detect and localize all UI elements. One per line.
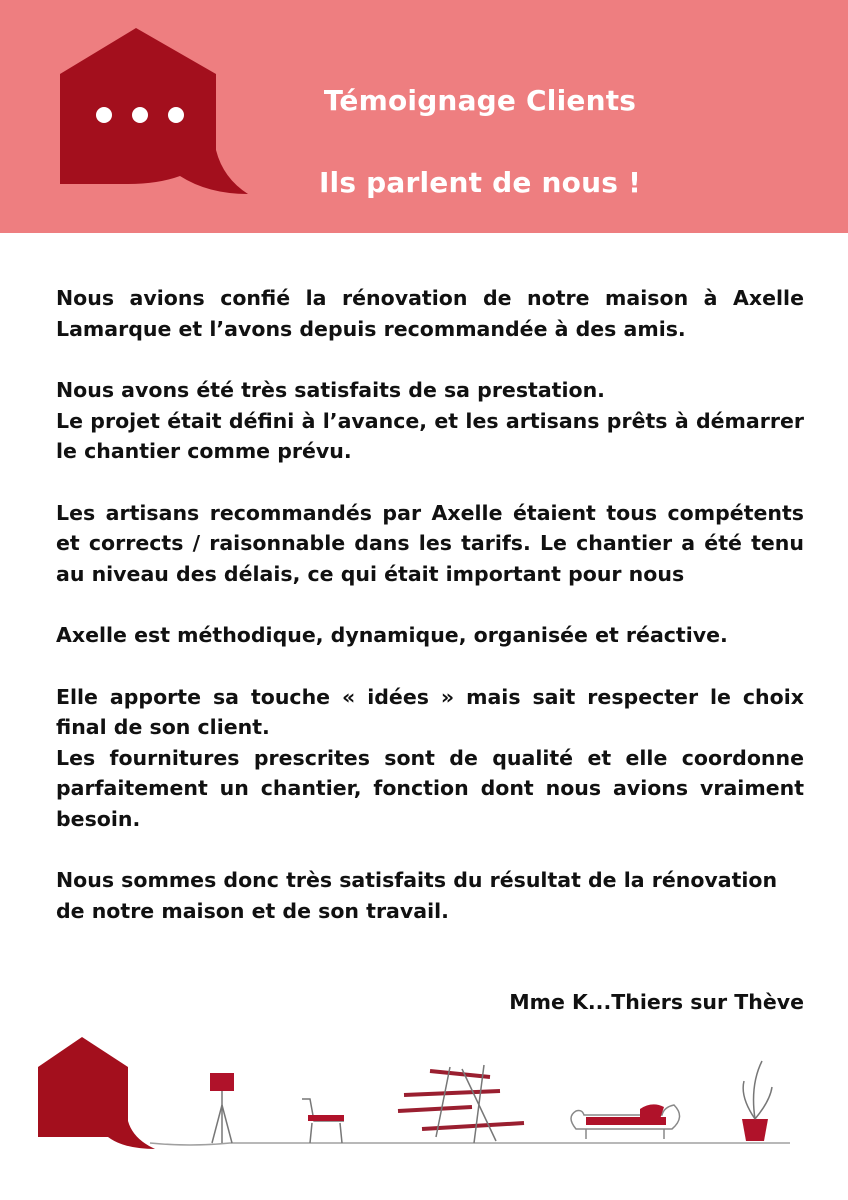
house-speech-bubble-icon — [58, 28, 248, 198]
floor-lamp-icon — [210, 1073, 234, 1143]
paragraph-2-line-b: Le projet était défini à l’avance, et les artisans prêts à démarrer le chantier comme prévu. — [56, 408, 804, 463]
paragraph-1: Nous avions confié la rénovation de notre maison à Axelle Lamarque et l’avons depuis recommandée à des amis. — [56, 286, 804, 341]
paragraph-5-line-a: Elle apporte sa touche « idées » mais sait respecter le choix final de son client. — [56, 684, 804, 739]
paragraph-6: Nous sommes donc très satisfaits du résultat de la rénovation de notre maison et de son travail. — [56, 868, 778, 923]
shelf-icon — [398, 1065, 524, 1143]
page-subtitle: Ils parlent de nous ! — [318, 166, 642, 199]
page-title: Témoignage Clients — [323, 84, 637, 117]
furniture-line-illustration — [0, 1025, 848, 1165]
paragraph-2 — [56, 375, 804, 467]
plant-icon — [742, 1061, 772, 1141]
paragraph-3: Les artisans recommandés par Axelle étaient tous compétents et corrects / raisonnable dans les tarifs. Le chantier a été tenu au niveau des délais, ce qui était important pour nous — [56, 500, 804, 586]
paragraph-5-line-b: Les fournitures prescrites sont de qualité et elle coordonne parfaitement un chantier, fonction dont nous avions vraiment besoin. — [56, 745, 804, 831]
small-house-icon — [38, 1037, 155, 1149]
header-banner — [0, 0, 848, 233]
signature: Mme K...Thiers sur Thève — [509, 990, 804, 1014]
floor-line — [150, 1143, 790, 1145]
testimonial-text — [56, 283, 804, 957]
paragraph-2-line-a: Nous avons été très satisfaits de sa prestation. — [56, 378, 605, 402]
sofa-icon — [571, 1104, 680, 1139]
paragraph-4: Axelle est méthodique, dynamique, organisée et réactive. — [56, 623, 728, 647]
armchair-icon — [302, 1099, 344, 1143]
paragraph-5 — [56, 682, 804, 835]
